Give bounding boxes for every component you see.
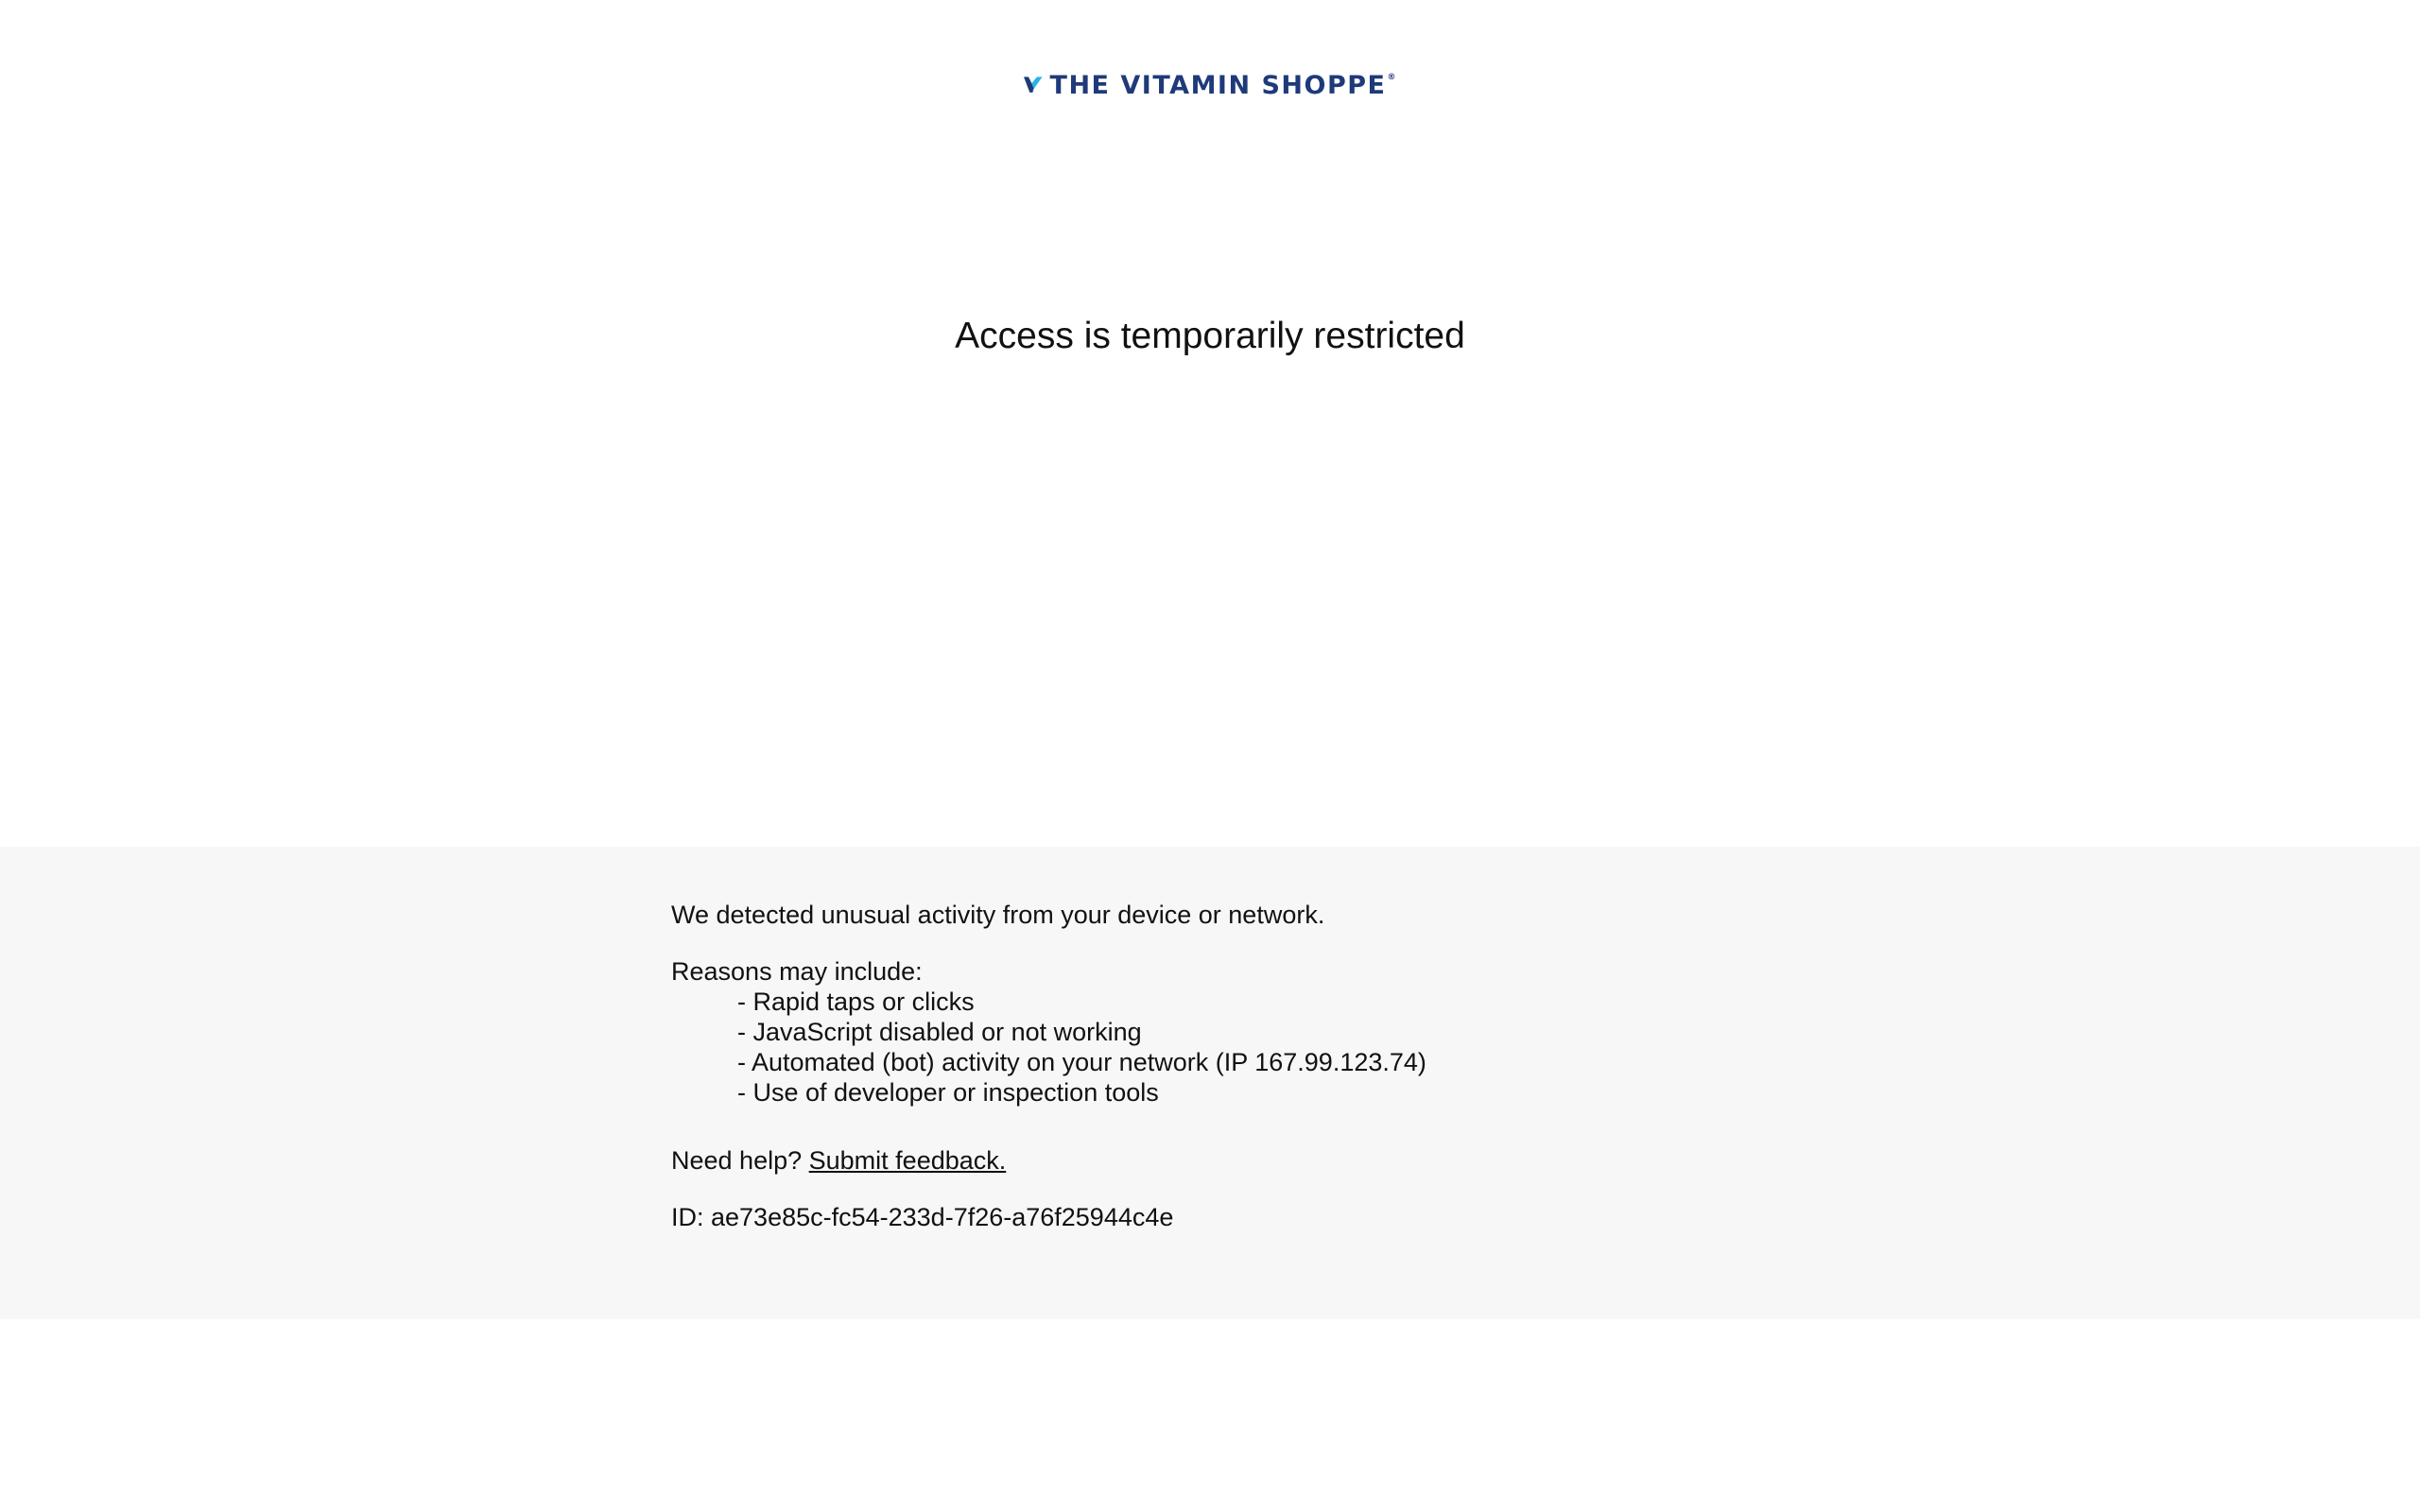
reason-item: - Rapid taps or clicks [737, 988, 975, 1016]
info-panel [0, 847, 2420, 1319]
reasons-heading: Reasons may include: [671, 957, 923, 986]
help-prefix: Need help? [671, 1146, 803, 1175]
submit-feedback-link[interactable]: Submit feedback. [808, 1146, 1007, 1175]
detected-message: We detected unusual activity from your device or network. [671, 901, 1325, 929]
vitamin-shoppe-logo[interactable] [1024, 57, 1397, 112]
help-line [671, 1145, 1006, 1176]
page-title: Access is temporarily restricted [955, 316, 1465, 356]
logo-wordmark: THE VITAMIN SHOPPE® [1049, 70, 1397, 100]
reason-item: - Use of developer or inspection tools [737, 1078, 1159, 1107]
v-logo-icon [1024, 58, 1043, 111]
reasons-list [737, 987, 1426, 1108]
request-id: ID: ae73e85c-fc54-233d-7f26-a76f25944c4e [671, 1203, 1174, 1231]
reason-item: - Automated (bot) activity on your network (IP 167.99.123.74) [737, 1048, 1426, 1076]
reason-item: - JavaScript disabled or not working [737, 1018, 1142, 1046]
